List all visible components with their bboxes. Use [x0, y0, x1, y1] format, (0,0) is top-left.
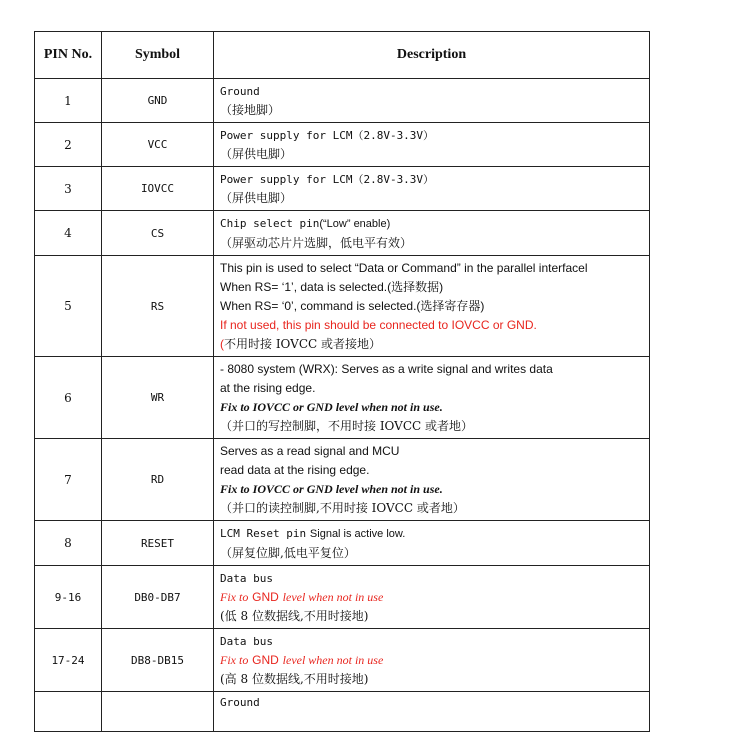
description-line: When RS= ‘0’, command is selected.(选择寄存器)	[220, 299, 485, 313]
pin-number: 17-24	[35, 629, 102, 692]
description-line: (低 8 位数据线,不用时接地)	[220, 609, 369, 623]
table-row	[35, 629, 650, 692]
table-row	[35, 256, 650, 357]
pin-symbol: RESET	[102, 521, 214, 566]
description-line: （并口的写控制脚，不用时接 IOVCC 或者地）	[220, 419, 474, 433]
pin-number	[35, 692, 102, 732]
description-line: Power supply for LCM（2.8V-3.3V）	[220, 129, 435, 142]
table-row	[35, 211, 650, 256]
description-line: （屏供电脚）	[220, 147, 293, 161]
description-line: （屏供电脚）	[220, 191, 293, 205]
pin-description	[214, 566, 650, 629]
table-row	[35, 439, 650, 521]
table-row	[35, 79, 650, 123]
pin-number: 5	[35, 256, 102, 357]
pin-description	[214, 439, 650, 521]
pin-table	[34, 31, 650, 732]
description-line: at the rising edge.	[220, 381, 316, 395]
header-pin-no: PIN No.	[35, 32, 102, 79]
description-line: Fix to GND level when not in use	[220, 590, 384, 604]
pin-number: 8	[35, 521, 102, 566]
pin-symbol: RD	[102, 439, 214, 521]
header-description: Description	[214, 32, 650, 79]
pin-symbol: DB0-DB7	[102, 566, 214, 629]
description-line: When RS= ‘1’, data is selected.(选择数据)	[220, 280, 444, 294]
pin-number: 7	[35, 439, 102, 521]
description-line: - 8080 system (WRX): Serves as a write signal and writes data	[220, 362, 553, 376]
pin-symbol: CS	[102, 211, 214, 256]
pin-symbol: RS	[102, 256, 214, 357]
pin-number: 9-16	[35, 566, 102, 629]
pin-description	[214, 211, 650, 256]
pin-symbol: IOVCC	[102, 167, 214, 211]
description-line: Fix to GND level when not in use	[220, 653, 384, 667]
description-line: Ground	[220, 696, 260, 709]
description-line: Data bus	[220, 572, 273, 585]
pin-description	[214, 521, 650, 566]
pin-number: 1	[35, 79, 102, 123]
pin-symbol	[102, 692, 214, 732]
table-row	[35, 566, 650, 629]
description-line: （接地脚）	[220, 103, 281, 117]
description-line: Power supply for LCM（2.8V-3.3V）	[220, 173, 435, 186]
pin-number: 6	[35, 357, 102, 439]
description-line: （屏驱动芯片片选脚，低电平有效）	[220, 236, 413, 250]
pin-description	[214, 123, 650, 167]
description-line: Fix to IOVCC or GND level when not in use.	[220, 482, 443, 496]
pin-description	[214, 692, 650, 732]
table-row	[35, 123, 650, 167]
description-line: Serves as a read signal and MCU	[220, 444, 400, 458]
pin-number: 4	[35, 211, 102, 256]
description-line: This pin is used to select “Data or Command” in the parallel interfacel	[220, 261, 588, 275]
pin-definition-document	[34, 31, 649, 709]
pin-symbol: WR	[102, 357, 214, 439]
description-line: （屏复位脚,低电平复位）	[220, 546, 356, 560]
description-line: Data bus	[220, 635, 273, 648]
pin-description	[214, 629, 650, 692]
pin-description	[214, 79, 650, 123]
table-row	[35, 692, 650, 732]
pin-description	[214, 357, 650, 439]
header-symbol: Symbol	[102, 32, 214, 79]
pin-description	[214, 167, 650, 211]
pin-number: 2	[35, 123, 102, 167]
header-row	[35, 32, 650, 79]
description-line: LCM Reset pin Signal is active low.	[220, 527, 406, 540]
description-line: If not used, this pin should be connected to IOVCC or GND.	[220, 318, 537, 332]
pin-symbol: VCC	[102, 123, 214, 167]
pin-number: 3	[35, 167, 102, 211]
table-row	[35, 167, 650, 211]
pin-symbol: GND	[102, 79, 214, 123]
description-line: Chip select pin(“Low” enable)	[220, 217, 391, 230]
table-row	[35, 357, 650, 439]
description-line: （并口的读控制脚,不用时接 IOVCC 或者地）	[220, 501, 465, 515]
description-line: Fix to IOVCC or GND level when not in use.	[220, 400, 443, 414]
pin-symbol: DB8-DB15	[102, 629, 214, 692]
pin-description	[214, 256, 650, 357]
description-line: (不用时接 IOVCC 或者接地）	[220, 337, 382, 351]
description-line: (高 8 位数据线,不用时接地)	[220, 672, 369, 686]
table-row	[35, 521, 650, 566]
description-line: read data at the rising edge.	[220, 463, 370, 477]
description-line: Ground	[220, 85, 260, 98]
